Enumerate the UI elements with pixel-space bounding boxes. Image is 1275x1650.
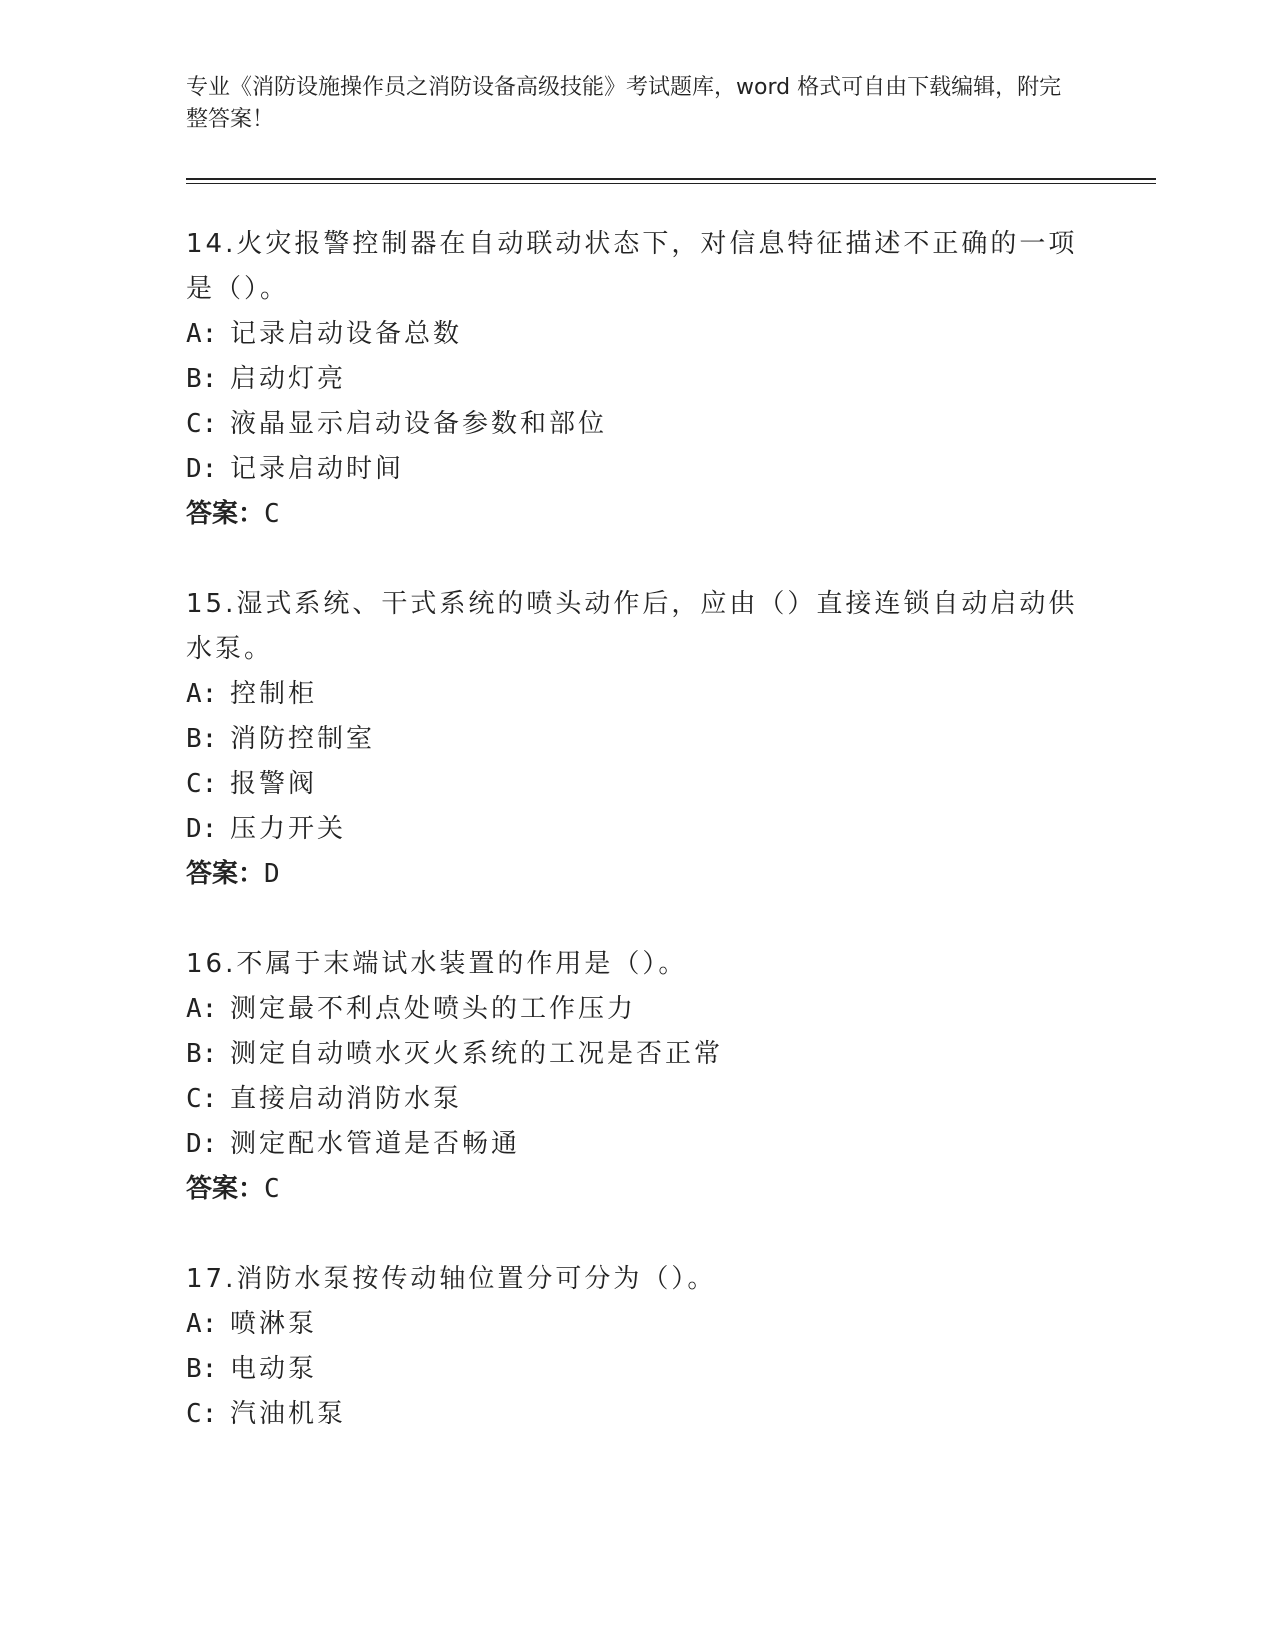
- option-letter: A:: [186, 994, 218, 1024]
- option-d: [186, 807, 1086, 852]
- option-letter: C:: [186, 769, 218, 799]
- option-c: [186, 1077, 1086, 1122]
- option-a: [186, 672, 1086, 717]
- option-text: 液晶显示启动设备参数和部位: [230, 409, 608, 439]
- option-c: [186, 762, 1086, 807]
- question-stem: 14.火灾报警控制器在自动联动状态下，对信息特征描述不正确的一项是（）。: [186, 229, 1078, 304]
- option-d: [186, 1122, 1086, 1167]
- option-text: 汽油机泵: [230, 1399, 347, 1429]
- option-text: 记录启动时间: [230, 454, 405, 484]
- option-text: 测定自动喷水灭火系统的工况是否正常: [230, 1039, 724, 1069]
- answer-value: C: [264, 499, 280, 529]
- option-text: 测定最不利点处喷头的工作压力: [230, 994, 637, 1024]
- header-rule-thick: [186, 178, 1156, 180]
- option-a: [186, 987, 1086, 1032]
- option-c: [186, 1392, 1086, 1437]
- option-letter: D:: [186, 814, 218, 844]
- option-text: 喷淋泵: [230, 1309, 318, 1339]
- option-text: 测定配水管道是否畅通: [230, 1129, 521, 1159]
- answer-line: [186, 492, 1086, 537]
- option-letter: B:: [186, 364, 218, 394]
- option-text: 压力开关: [230, 814, 347, 844]
- option-text: 直接启动消防水泵: [230, 1084, 463, 1114]
- answer-value: C: [264, 1174, 280, 1204]
- option-letter: C:: [186, 1399, 218, 1429]
- option-b: [186, 1032, 1086, 1077]
- option-a: [186, 312, 1086, 357]
- option-letter: A:: [186, 1309, 218, 1339]
- option-a: [186, 1302, 1086, 1347]
- answer-label: 答案：: [186, 1174, 265, 1204]
- question-17: [186, 1257, 1086, 1437]
- question-stem: 17.消防水泵按传动轴位置分可分为（）。: [186, 1264, 717, 1294]
- option-letter: C:: [186, 1084, 218, 1114]
- question-stem: 16.不属于末端试水装置的作用是（）。: [186, 949, 688, 979]
- option-b: [186, 357, 1086, 402]
- option-b: [186, 1347, 1086, 1392]
- header-rule-thin: [186, 183, 1156, 184]
- option-letter: C:: [186, 409, 218, 439]
- question-16: [186, 942, 1086, 1212]
- answer-label: 答案：: [186, 499, 265, 529]
- question-14: [186, 222, 1086, 537]
- document-header: [186, 72, 1066, 136]
- option-text: 记录启动设备总数: [230, 319, 463, 349]
- option-text: 控制柜: [230, 679, 318, 709]
- option-text: 启动灯亮: [230, 364, 347, 394]
- option-letter: A:: [186, 319, 218, 349]
- answer-label: 答案：: [186, 859, 265, 889]
- header-text: 专业《消防设施操作员之消防设备高级技能》考试题库，word 格式可自由下载编辑，附完整答案！: [186, 75, 1062, 132]
- answer-value: D: [264, 859, 280, 889]
- option-c: [186, 402, 1086, 447]
- option-text: 报警阀: [230, 769, 318, 799]
- question-stem: 15.湿式系统、干式系统的喷头动作后，应由（）直接连锁自动启动供水泵。: [186, 589, 1078, 664]
- question-15: [186, 582, 1086, 897]
- option-letter: D:: [186, 1129, 218, 1159]
- option-letter: D:: [186, 454, 218, 484]
- option-letter: B:: [186, 1354, 218, 1384]
- option-text: 电动泵: [230, 1354, 318, 1384]
- option-d: [186, 447, 1086, 492]
- option-letter: B:: [186, 724, 218, 754]
- option-letter: B:: [186, 1039, 218, 1069]
- answer-line: [186, 1167, 1086, 1212]
- option-b: [186, 717, 1086, 762]
- option-text: 消防控制室: [230, 724, 376, 754]
- answer-line: [186, 852, 1086, 897]
- option-letter: A:: [186, 679, 218, 709]
